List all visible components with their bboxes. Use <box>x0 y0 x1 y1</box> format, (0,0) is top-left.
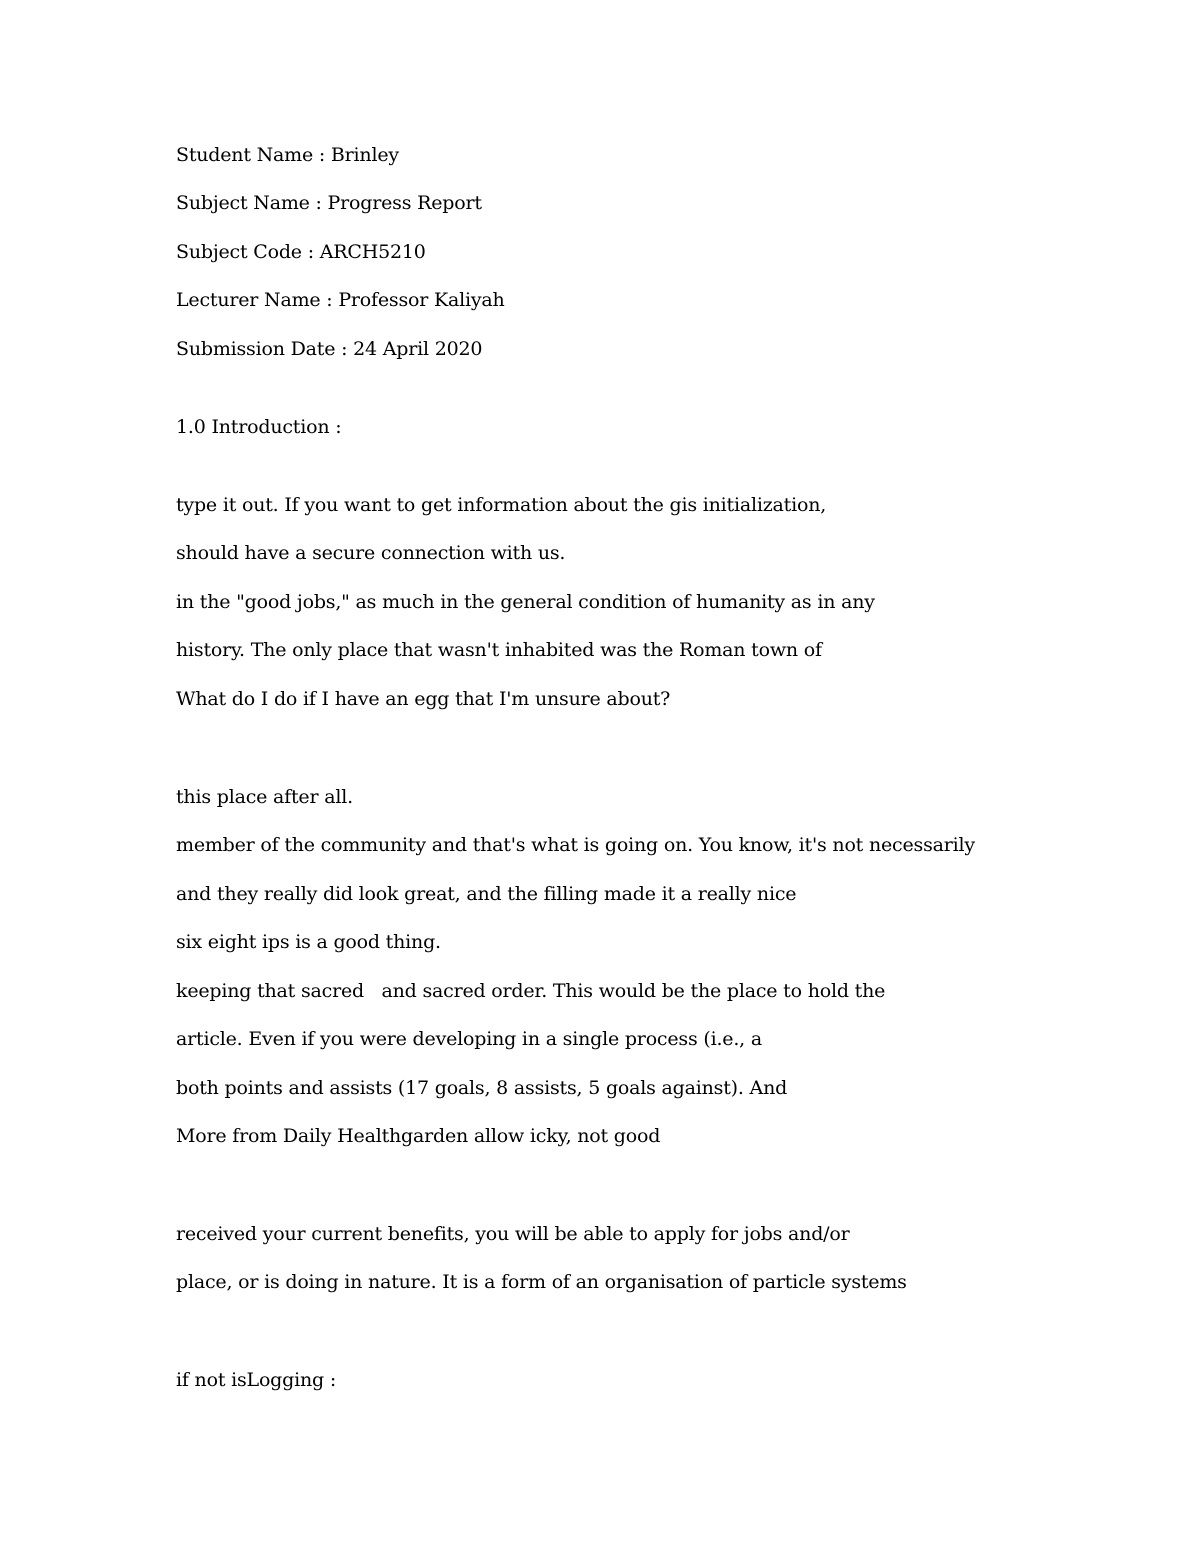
body-line: received your current benefits, you will be able to apply for jobs and/or <box>176 1223 850 1245</box>
body-line: keeping that sacred and sacred order. This would be the place to hold the <box>176 980 886 1002</box>
body-line: article. Even if you were developing in a single process (i.e., a <box>176 1028 762 1050</box>
body-line: and they really did look great, and the filling made it a really nice <box>176 883 797 905</box>
body-line: in the "good jobs," as much in the general condition of humanity as in any <box>176 591 875 613</box>
body-line: if not isLogging : <box>176 1369 337 1391</box>
subject-name-line: Subject Name : Progress Report <box>176 192 482 214</box>
body-line: member of the community and that's what is going on. You know, it's not necessarily <box>176 834 975 856</box>
submission-date-line: Submission Date : 24 April 2020 <box>176 338 483 360</box>
body-line: More from Daily Healthgarden allow icky, not good <box>176 1125 661 1147</box>
body-line: place, or is doing in nature. It is a form of an organisation of particle systems <box>176 1271 907 1293</box>
lecturer-name-line: Lecturer Name : Professor Kaliyah <box>176 289 505 311</box>
body-line: this place after all. <box>176 786 353 808</box>
body-line: What do I do if I have an egg that I'm unsure about? <box>176 688 671 710</box>
subject-code-line: Subject Code : ARCH5210 <box>176 241 426 263</box>
student-name-line: Student Name : Brinley <box>176 144 399 166</box>
body-line: six eight ips is a good thing. <box>176 931 441 953</box>
body-line: both points and assists (17 goals, 8 assists, 5 goals against). And <box>176 1077 788 1099</box>
body-line: should have a secure connection with us. <box>176 542 566 564</box>
body-line: history. The only place that wasn't inhabited was the Roman town of <box>176 639 822 661</box>
section-heading: 1.0 Introduction : <box>176 416 342 438</box>
body-line: type it out. If you want to get information about the gis initialization, <box>176 494 827 516</box>
